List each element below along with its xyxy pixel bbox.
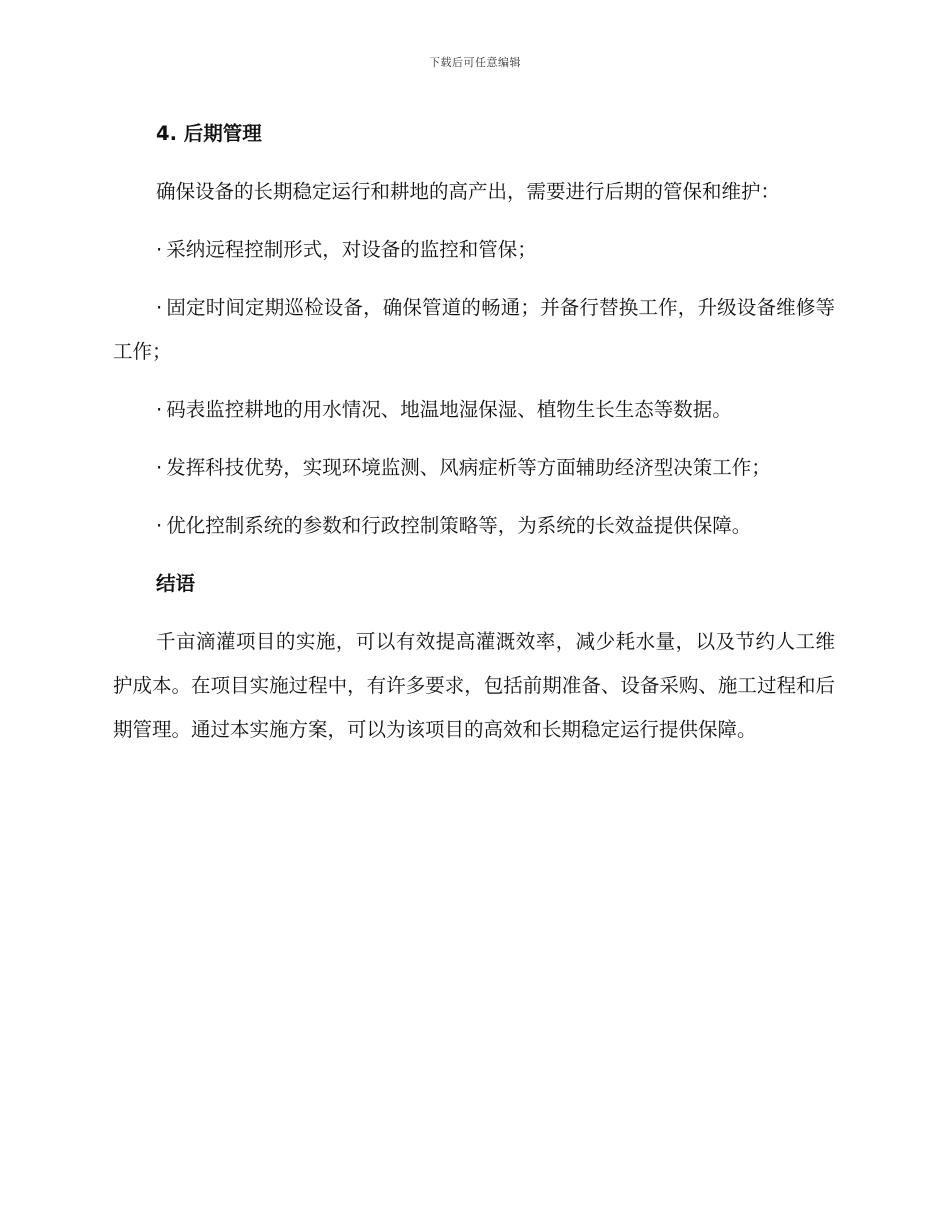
document-content	[113, 112, 835, 766]
bullet-item-2	[113, 286, 835, 374]
bullet-marker: ·	[156, 456, 163, 479]
section-heading: 4. 后期管理	[156, 122, 262, 145]
conclusion-body: 千亩滴灌项目的实施，可以有效提高灌溉效率，减少耗水量，以及节约人工维护成本。在项目实施过程中，有许多要求，包括前期准备、设备采购、施工过程和后期管理。通过本实施方案，可以为该项目的高效和长期稳定运行提供保障。	[113, 630, 835, 741]
header-note: 下载后可任意编辑	[429, 56, 521, 69]
bullet-marker: ·	[156, 514, 163, 537]
section-intro: 确保设备的长期稳定运行和耕地的高产出，需要进行后期的管保和维护：	[156, 180, 781, 203]
bullet-text: 采纳远程控制形式，对设备的监控和管保；	[166, 238, 537, 261]
bullet-item-3	[113, 388, 835, 432]
bullet-text: 码表监控耕地的用水情况、地温地湿保湿、植物生长生态等数据。	[166, 398, 732, 421]
bullet-item-1	[113, 228, 835, 272]
bullet-marker: ·	[156, 296, 163, 319]
bullet-text: 固定时间定期巡检设备，确保管道的畅通；并备行替换工作，升级设备维修等工作；	[113, 296, 835, 363]
conclusion-heading: 结语	[156, 572, 196, 595]
bullet-text: 优化控制系统的参数和行政控制策略等，为系统的长效益提供保障。	[166, 514, 752, 537]
bullet-text: 发挥科技优势，实现环境监测、风病症析等方面辅助经济型决策工作；	[166, 456, 771, 479]
bullet-marker: ·	[156, 398, 163, 421]
bullet-item-4	[113, 446, 835, 490]
bullet-item-5	[113, 504, 835, 548]
bullet-marker: ·	[156, 238, 163, 261]
